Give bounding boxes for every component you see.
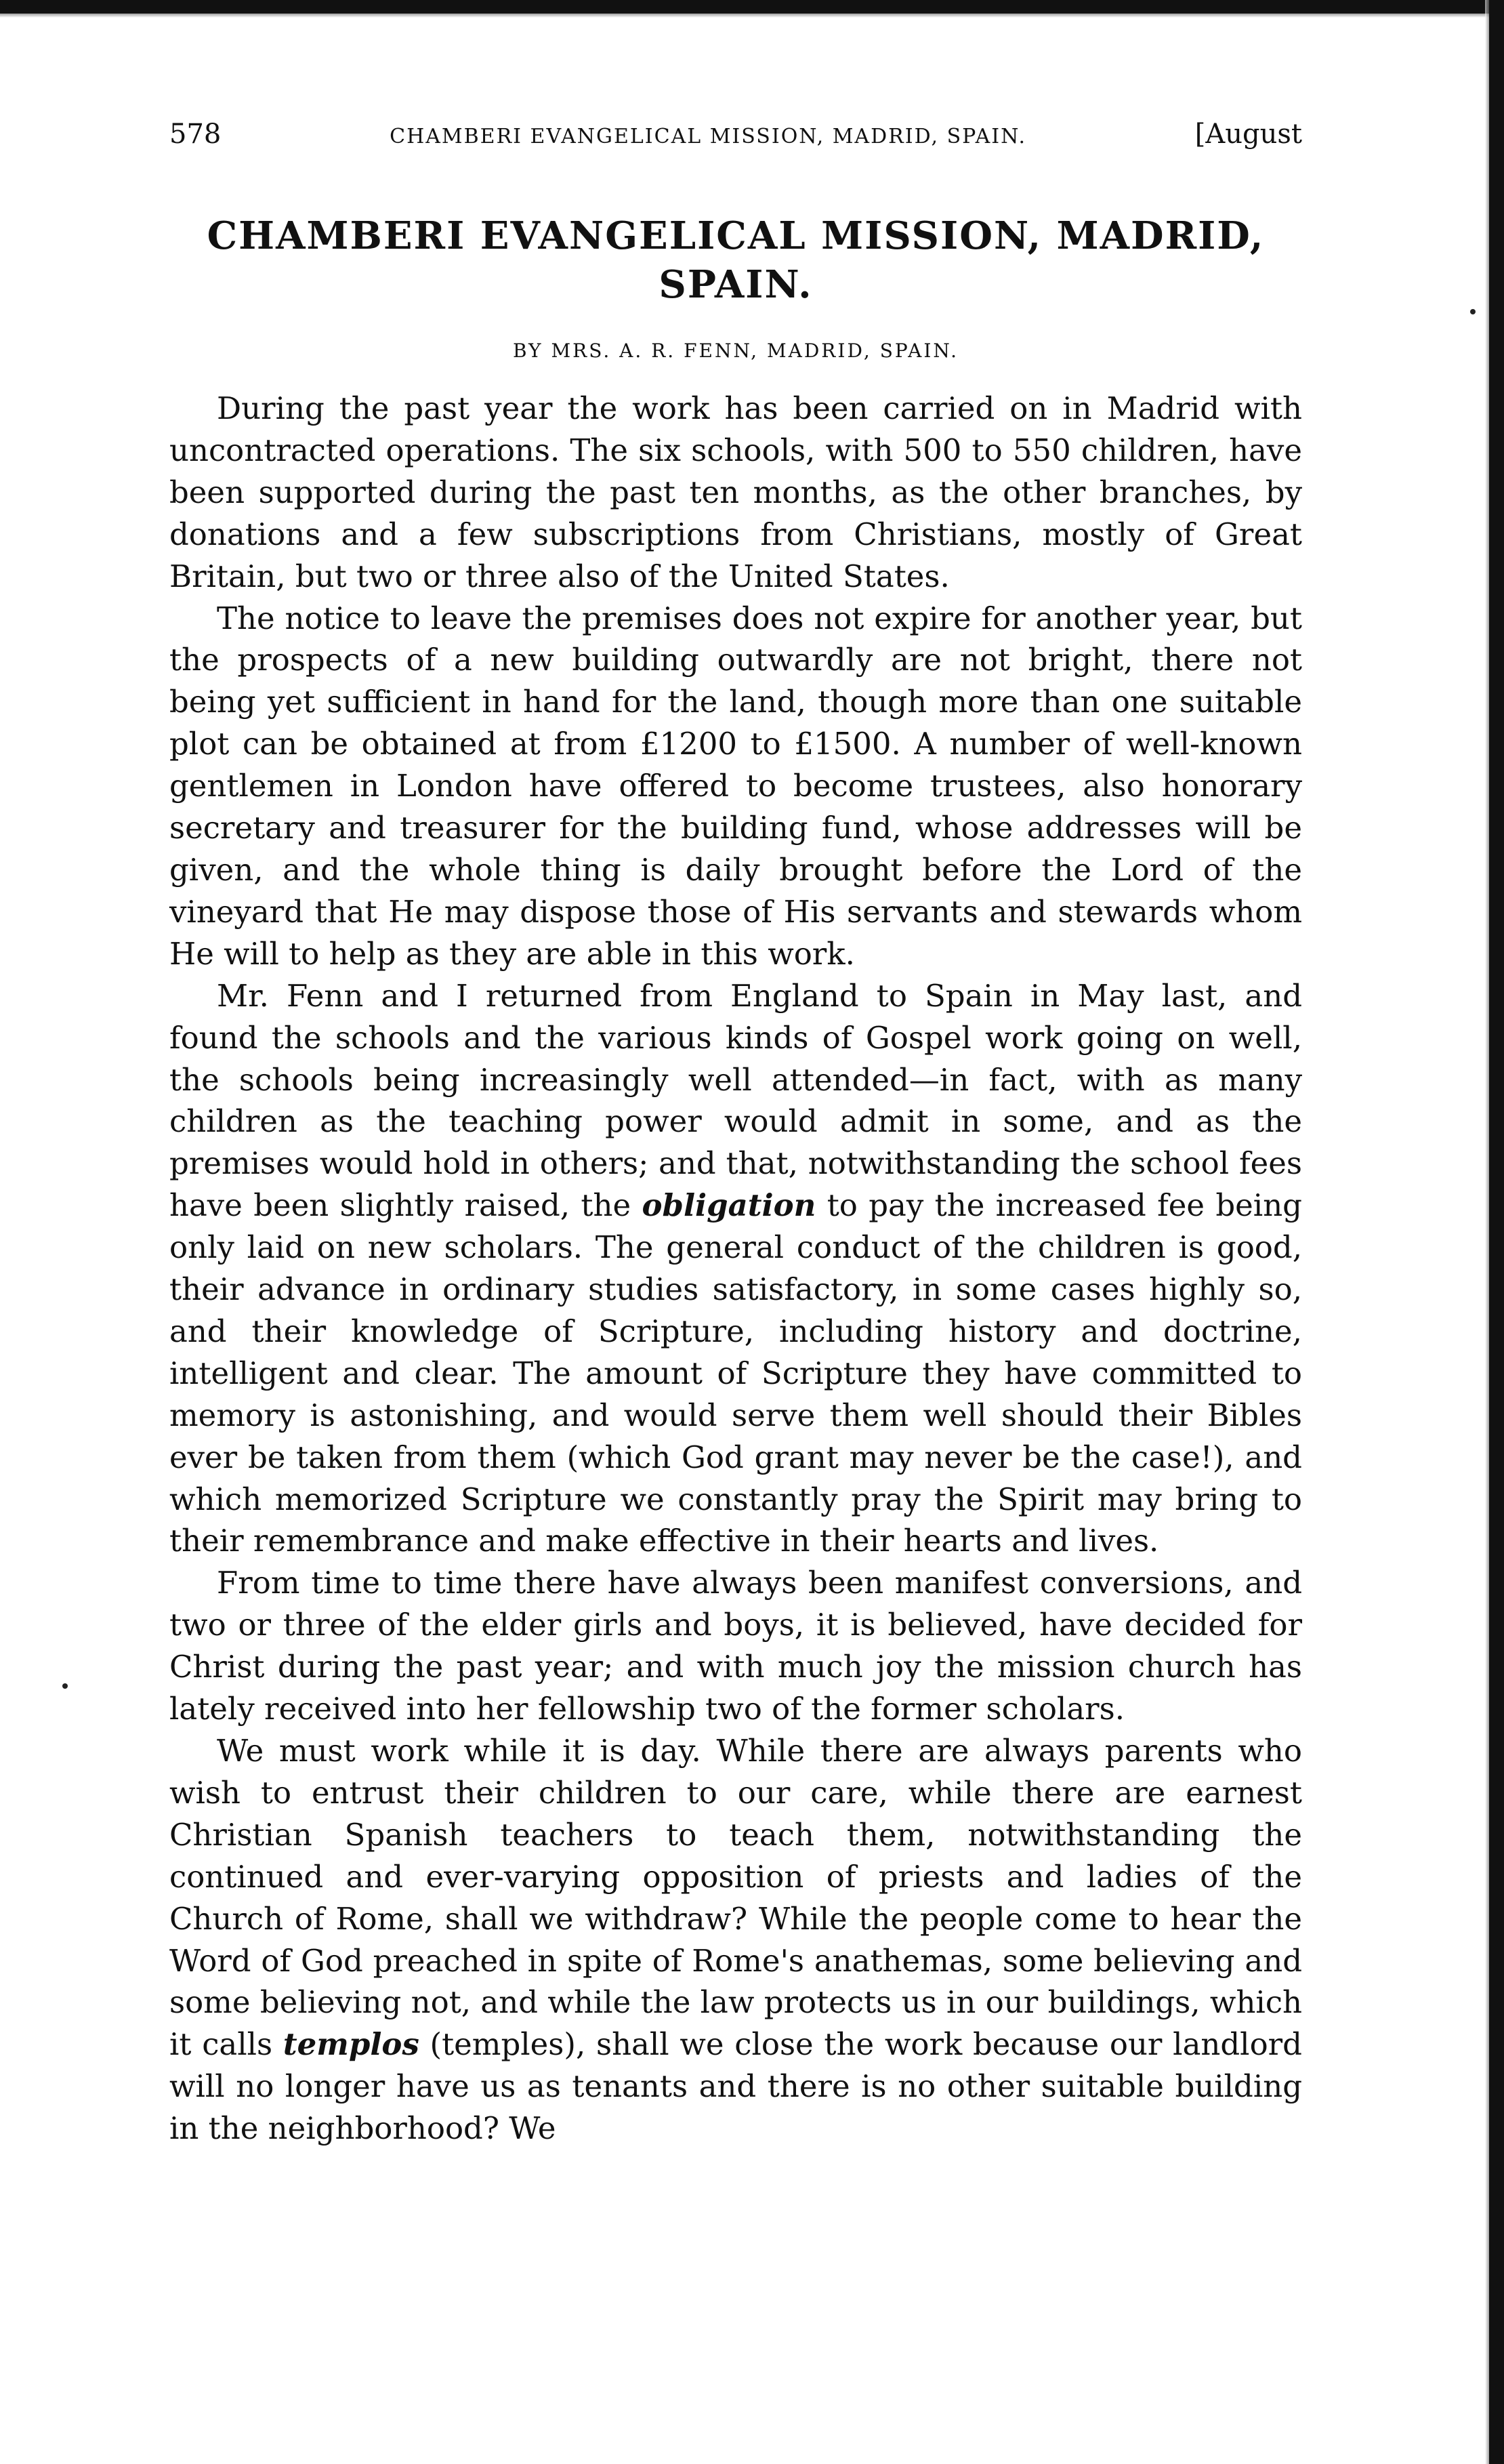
scan-right-border xyxy=(1489,0,1504,2464)
paragraph-3-text-before: Mr. Fenn and I returned from England to Spain in May last, and found the schools and the various kinds of Gospel work going on well, the schools being increasingly well attended—in fact, with as many children as the teaching power would admit in some, and as the premises would hold in others; and that, notwithstanding the school fees have been slightly raised, the xyxy=(169,977,1302,1224)
running-head-title: CHAMBERI EVANGELICAL MISSION, MADRID, SPAIN. xyxy=(390,125,1026,148)
paragraph-4: From time to time there have always been manifest conversions, and two or three of the elder girls and boys, it is believed, have decided for Christ during the past year; and with much joy the mission church has lately received into her fellowship two of the former scholars. xyxy=(169,1565,1302,1727)
document-page xyxy=(169,118,1302,2408)
paragraph-5-text-before: We must work while it is day. While there are always parents who wish to entrust their children to our care, while there are earnest Christian Spanish teachers to teach them, notwithstanding the continued and ever-varying opposition of priests and ladies of the Church of Rome, shall we withdraw? While the people come to hear the Word of God preached in spite of Rome's anathemas, some believing and some believing not, and while the law protects us in our buildings, which it calls xyxy=(169,1733,1302,2063)
paragraph-3-emphasis: obligation xyxy=(642,1187,816,1224)
margin-speck-top xyxy=(1470,309,1476,314)
scan-top-shadow xyxy=(0,14,1504,18)
scan-right-shadow xyxy=(1485,0,1489,2464)
article-byline: BY MRS. A. R. FENN, MADRID, SPAIN. xyxy=(512,340,959,362)
paragraph-3-text-after: to pay the increased fee being only laid on new scholars. The general conduct of the children is good, their advance in ordinary studies satisfactory, in some cases highly so, and their knowledge of Scripture, including history and doctrine, intelligent and clear. The amount of Scripture they have committed to memory is astonishing, and would serve them well should their Bibles ever be taken from them (which God grant may never be the case!), and which memorized Scripture we constantly pray the Spirit may bring to their remembrance and make effective in their hearts and lives. xyxy=(169,1187,1302,1559)
page-number: 578 xyxy=(169,119,222,150)
scan-top-border xyxy=(0,0,1504,14)
paragraph-3 xyxy=(169,975,1302,1563)
paragraph-1: During the past year the work has been carried on in Madrid with uncontracted operations. The six schools, with 500 to 550 children, have been supported during the past ten months, as the other branches, by donations and a few subscriptions from Christians, mostly of Great Britain, but two or three also of the United States. xyxy=(169,390,1302,594)
article-body xyxy=(169,388,1302,2150)
paragraph-5-emphasis: templos xyxy=(283,2026,419,2063)
paragraph-5 xyxy=(169,1730,1302,2150)
article-title: CHAMBERI EVANGELICAL MISSION, MADRID, SPAIN. xyxy=(207,213,1265,307)
paragraph-5-text-after: (temples), shall we close the work because our landlord will no longer have us as tenants and there is no other suitable building in the neighborhood? We xyxy=(169,2026,1302,2147)
running-head xyxy=(169,118,1302,150)
running-head-month: [August xyxy=(1194,119,1302,150)
margin-speck-left xyxy=(62,1683,68,1689)
paragraph-2: The notice to leave the premises does not expire for another year, but the prospects of a new building outwardly are not bright, there not being yet sufficient in hand for the land, though more than one suitable plot can be obtained at from £1200 to £1500. A number of well-known gentlemen in London have offered to become trustees, also honorary secretary and treasurer for the building fund, whose addresses will be given, and the whole thing is daily brought before the Lord of the vineyard that He may dispose those of His servants and stewards whom He will to help as they are able in this work. xyxy=(169,600,1302,972)
